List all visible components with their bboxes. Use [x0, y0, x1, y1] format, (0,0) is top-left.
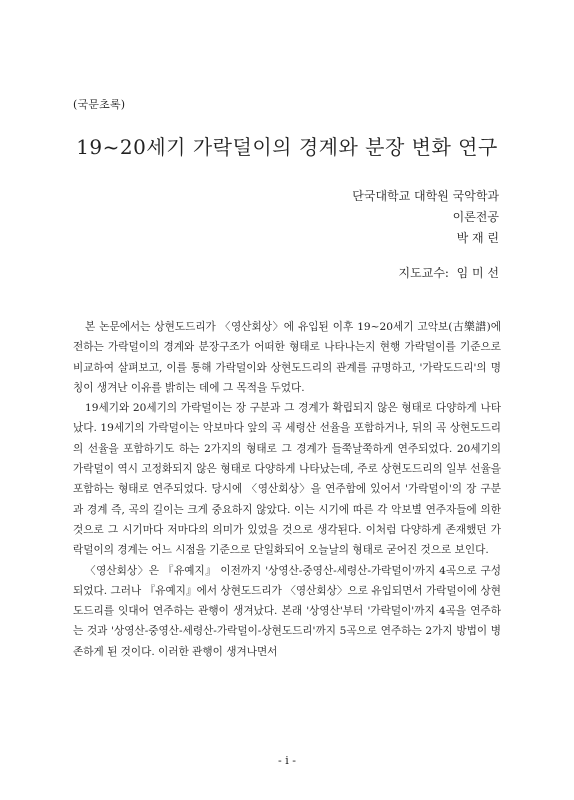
abstract-paragraph-2: 19세기와 20세기의 가락덜이는 장 구분과 그 경계가 확립되지 않은 형태로 다양하게 나타났다. 19세기의 가락덜이는 악보마다 앞의 곡 세령산 선율을 포함하거나, 뒤의 곡 상현도드리의 선율을 포함하기도 하는 2가지의 형태로 그 경계가 들쭉날쭉하게 연주되었다. 20세기의 가락덜이 역시 고정화되지 않은 형태로 다양하게 나타났는데, 주로 상현도드리의 일부 선율을 포함하는 형태로 연주되었다. 당시에 〈영산회상〉을 연주함에 있어서 '가락덜이'의 장 구분과 경계 즉, 곡의 길이는 크게 중요하지 않았다. 이는 시기에 따른 각 악보별 연주자들에 의한 것으로 그 시기마다 저마다의 의미가 있었을 것으로 생각된다. 이처럼 다양하게 존재했던 가락덜이의 경계는 어느 시점을 기준으로 단일화되어 오늘날의 형태로 굳어진 것으로 보인다.	[73, 402, 501, 557]
page-number: - i -	[278, 754, 296, 767]
author-major: 이론전공	[452, 210, 499, 224]
abstract-paragraph-1: 본 논문에서는 상현도드리가 〈영산회상〉에 유입된 이후 19~20세기 고악보(古樂譜)에 전하는 가락덜이의 경계와 분장구조가 어떠한 형태로 나타나는지 현행 가락덜이를 기준으로 비교하여 살펴보고, 이를 통해 가락덜이와 상현도드리의 관계를 규명하고, '가락도드리'의 명칭이 생겨난 이유를 밝히는 데에 그 목적을 두었다.	[73, 321, 501, 394]
page-title: 19~20세기 가락덜이의 경계와 분장 변화 연구	[76, 135, 498, 159]
advisor-line: 지도교수: 임 미 선	[398, 266, 499, 280]
abstract-body	[73, 317, 501, 662]
author-name: 박 재 린	[456, 231, 499, 245]
abstract-paragraph-3: 〈영산회상〉은 『유예지』 이전까지 '상영산-중영산-세령산-가락덜이'까지 4곡으로 구성되었다. 그러나 『유예지』에서 상현도드리가 〈영산회상〉으로 유입되면서 가락덜이에 상현도드리를 잇대어 연주하는 관행이 생겨났다. 본래 '상영산'부터 '가락덜이'까지 4곡을 연주하는 것과 '상영산-중영산-세령산-가락덜이-상현도드리'까지 5곡으로 연주하는 2가지 방법이 병존하게 된 것이다. 이러한 관행이 생겨나면서	[73, 564, 501, 658]
author-affiliation: 단국대학교 대학원 국악학과	[352, 189, 499, 203]
author-block	[352, 186, 499, 249]
abstract-category-label: (국문초록)	[73, 98, 126, 111]
